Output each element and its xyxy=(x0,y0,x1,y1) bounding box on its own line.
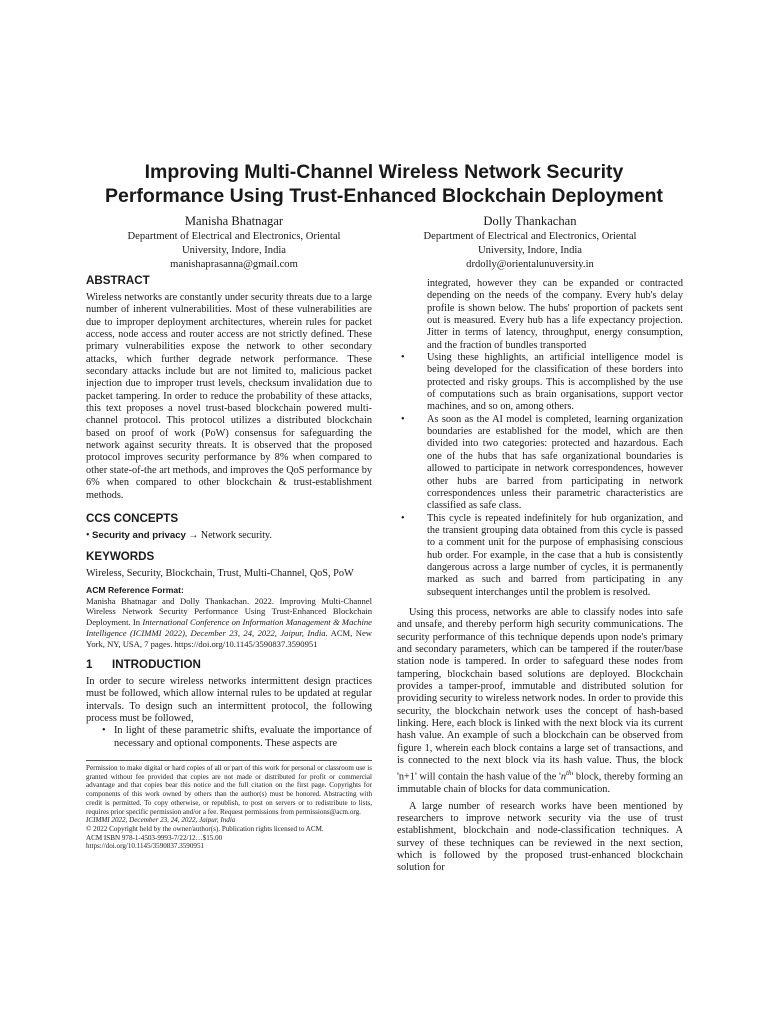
author-university: University, Indore, India xyxy=(477,244,583,256)
abstract-heading: ABSTRACT xyxy=(86,274,150,287)
ccs-heading: CCS CONCEPTS xyxy=(86,511,179,525)
author-block-2 xyxy=(380,213,680,271)
ccs-arrow: → xyxy=(188,529,199,541)
conference-line: ICIMMI 2022, December 23, 24, 2022, Jaipur, India xyxy=(86,816,236,825)
author-department: Department of Electrical and Electronics, Oriental xyxy=(423,231,637,242)
copyright-line: © 2022 Copyright held by the owner/author(s). Publication rights licensed to ACM. xyxy=(86,824,324,833)
section-heading-introduction xyxy=(86,658,372,672)
author-email: manishaprasanna@gmail.com xyxy=(170,258,298,270)
right-column xyxy=(397,278,683,875)
author-name: Dolly Thankachan xyxy=(483,214,577,228)
title-line-1: Improving Multi-Channel Wireless Network Security xyxy=(144,161,624,183)
acm-reference-venue: International Conference on Information Management & Machine Intelligence (ICIMMI 2022), December 23, 24, 2022, Jaipur, India. xyxy=(86,617,372,639)
author-university: University, Indore, India xyxy=(181,244,287,256)
paper-title xyxy=(60,160,708,208)
keywords-text: Wireless, Security, Blockchain, Trust, Multi-Channel, QoS, PoW xyxy=(86,568,354,580)
list-item: • In light of these parametric shifts, evaluate the importance of necessary and optional components. These aspects are xyxy=(98,725,372,750)
permission-notice: Permission to make digital or hard copies of all or part of this work for personal or classroom use is granted without fee provided that copies are not made or distributed for profit or commercial advantage and that copies bear this notice and the full citation on the first page. Copyrights for components of this work owned by others than the author(s) must be honored. Abstracting with credit is permitted. To copy otherwise, or republish, to post on servers or to redistribute to lists, requires prior specific permission and/or a fee. Request permissions from permissions@acm.org. xyxy=(86,764,372,816)
title-line-2: Performance Using Trust-Enhanced Blockchain Deployment xyxy=(104,185,664,207)
left-column xyxy=(86,274,372,750)
ccs-bullet: • xyxy=(86,529,90,541)
author-name: Manisha Bhatnagar xyxy=(184,214,284,228)
list-item: • This cycle is repeated indefinitely for hub organization, and the transient grouping data obtained from this cycle is passed to a comment unit for the purpose of emphasising conscious hub order. For example, in the case that a hub is consistently dangerous across a large number of cycles, it is permanently marked as such and barred from participating in any subsequent interchanges until the problem is resolved. xyxy=(397,513,683,599)
math-n: n xyxy=(560,771,566,783)
acm-reference-heading: ACM Reference Format: xyxy=(86,584,184,595)
doi-line: https://doi.org/10.1145/3590837.3590951 xyxy=(86,842,205,851)
acm-reference-text xyxy=(86,596,372,651)
footnote xyxy=(86,760,372,851)
section-title: INTRODUCTION xyxy=(112,658,201,672)
author-department: Department of Electrical and Electronics, Oriental xyxy=(127,231,341,242)
list-item: • Using these highlights, an artificial intelligence model is being developed for the classification of these borders into protected and risky groups. This is accomplished by the use of computations such as brain organisations, support vector machines, and so on, among others. xyxy=(397,352,683,414)
intro-bullet-list xyxy=(86,725,372,750)
list-item: • As soon as the AI model is completed, learning organization boundaries are established for the model, which are then divided into two categories: protected and hazardous. Each one of the hubs that has safe organizational boundaries is allowed to participate in network correspondences, however other hubs are barred from participating in network correspondences unless their parametric characteristics are classified as safe class. xyxy=(397,414,683,513)
math-superscript: th xyxy=(566,769,572,778)
body-paragraph: A large number of research works have been mentioned by researchers to improve network security via the use of trust establishment, blockchain and node-classification techniques. A survey of these techniques can be reviewed in the next section, which is followed by the proposed trust-enhanced blockchain solution for xyxy=(397,800,683,874)
acm-reference-doi: ACM, New York, NY, USA, 7 pages. https://doi.org/10.1145/3590837.3590951 xyxy=(86,628,372,650)
keywords-heading: KEYWORDS xyxy=(86,550,155,564)
abstract-text: Wireless networks are constantly under security threats due to a large number of inherent vulnerabilities. Most of these vulnerabilities are due to improper deployment architectures, wherein rules for packet access, node access and router access are not strictly defined. These primary vulnerabilities expose the network to other secondary attacks, which further degrade network performance. These secondary attacks include but are not limited to, malicious packet injection due to improper trust levels, checksum invalidation due to packet tampering. In order to reduce the probability of these attacks, this text proposes a novel trust-based blockchain powered multi-channel protocol. This protocol utilizes a distributed blockchain based on proof of work (PoW) consensus for safeguarding the network against security threats. It is observed that the proposed protocol improves security performance by 8% when compared to other state-of-the art methods, and improves the QoS performance by 6% when compared to other blockchain & trust-establishment methods. xyxy=(86,292,372,501)
section-number: 1 xyxy=(86,658,93,672)
author-block-1 xyxy=(84,213,384,271)
ccs-category: Security and privacy xyxy=(92,529,186,541)
intro-paragraph: In order to secure wireless networks intermittent design practices must be followed, which allow internal rules to be updated at regular intervals. To design such an intermittent protocol, the following process must be followed, xyxy=(86,676,372,725)
acm-reference-authors: Manisha Bhatnagar and Dolly Thankachan. 2022. Improving Multi-Channel Wireless Network Security Performance Using Trust-Enhanced Blockchain Deployment. In xyxy=(86,595,372,628)
isbn-line: ACM ISBN 978-1-4503-9993-7/22/12…$15.00 xyxy=(86,833,223,842)
ccs-concept: Network security. xyxy=(200,529,272,541)
body-paragraph xyxy=(397,607,683,797)
process-bullet-list xyxy=(397,352,683,599)
paragraph-text: Using this process, networks are able to classify nodes into safe and unsafe, and thereby perform high security communications. The security performance of this technique depends upon node's primary and secondary parameters, which can be tampered if the router/base station node is tampered. In order to safeguard these nodes from tampering, blockchain based solutions are deployed. Blockchain provides a tamper-proof, immutable and distributed solution for providing security to wireless network nodes. In order to provide this security, the blockchain network uses the concept of hash-based linking. Here, each block is linked with the next block via its current hash value. An example of such a blockchain can be observed from figure 1, wherein each block contains a large set of transactions, and is connected to the next block via its hash value. Thus, the block 'n+1' will contain the hash value of the ' xyxy=(397,606,683,783)
ccs-concepts xyxy=(86,530,372,542)
bullet-continuation: integrated, however they can be expanded or contracted depending on the needs of the company. Every hub's delay profile is shown below. The hubs' proportion of packets sent out is measured. Every hub has a life expectancy projection. Jitter in terms of latency, throughput, energy consumption, and the fraction of bundles transported xyxy=(427,278,683,351)
paragraph-text: ' block, thereby forming an immutable chain of blocks for data communication. xyxy=(397,771,683,796)
author-email: drdolly@orientalunuversity.in xyxy=(466,258,594,270)
